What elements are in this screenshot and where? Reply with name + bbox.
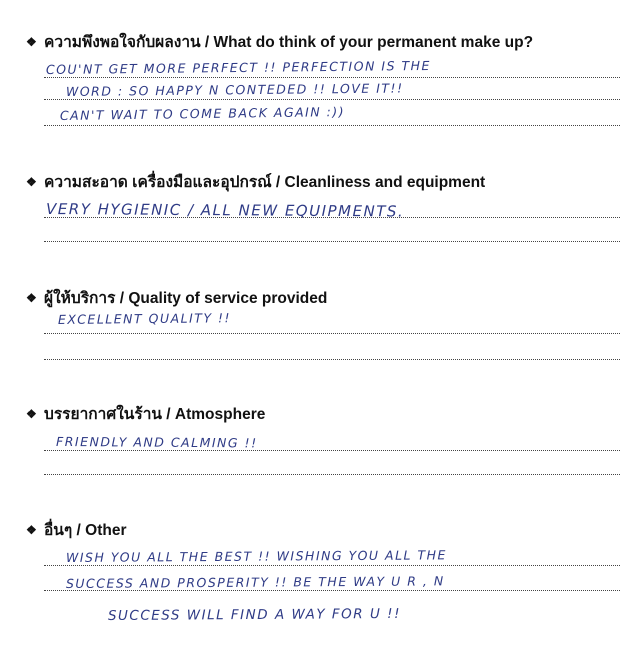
section-heading: ❖ ความพึงพอใจกับผลงาน / What do think of your permanent make up? [26,34,534,51]
dotted-answer-line [44,333,620,334]
diamond-bullet-icon: ❖ [26,291,37,305]
dotted-answer-line [44,99,620,100]
handwritten-answer-line: SUCCESS WILL FIND A WAY FOR U !! [107,605,402,624]
section-heading: ❖ บรรยากาศในร้าน / Atmosphere [26,406,266,423]
section-heading: ❖ ความสะอาด เครื่องมือและอุปกรณ์ / Cleanliness and equipment [26,174,486,191]
handwritten-answer-line: WORD : SO HAPPY N CONTEDED !! LOVE IT!! [65,80,404,99]
diamond-bullet-icon: ❖ [26,175,37,189]
dotted-answer-line [44,450,620,451]
dotted-answer-line [44,77,620,78]
section-heading: ❖ ผู้ให้บริการ / Quality of service provided [26,290,328,307]
diamond-bullet-icon: ❖ [26,407,37,421]
handwritten-answer-line: VERY HYGIENIC / ALL NEW EQUIPMENTS. [46,200,405,221]
handwritten-answer-line: COU'NT GET MORE PERFECT !! PERFECTION IS THE [45,57,431,77]
dotted-answer-line [44,241,620,242]
dotted-answer-line [44,565,620,566]
diamond-bullet-icon: ❖ [26,523,37,537]
handwritten-answer-line: SUCCESS AND PROSPERITY !! BE THE WAY U R , N [65,573,445,591]
handwritten-answer-line: EXCELLENT QUALITY !! [57,310,232,327]
dotted-answer-line [44,590,620,591]
handwritten-answer-line: FRIENDLY AND CALMING !! [56,434,258,451]
dotted-answer-line [44,125,620,126]
dotted-answer-line [44,217,620,218]
dotted-answer-line [44,474,620,475]
section-heading: ❖ อื่นๆ / Other [26,522,127,539]
handwritten-answer-line: CAN'T WAIT TO COME BACK AGAIN :)) [59,104,346,123]
diamond-bullet-icon: ❖ [26,35,37,49]
dotted-answer-line [44,359,620,360]
handwritten-answer-line: WISH YOU ALL THE BEST !! WISHING YOU ALL THE [65,547,447,565]
